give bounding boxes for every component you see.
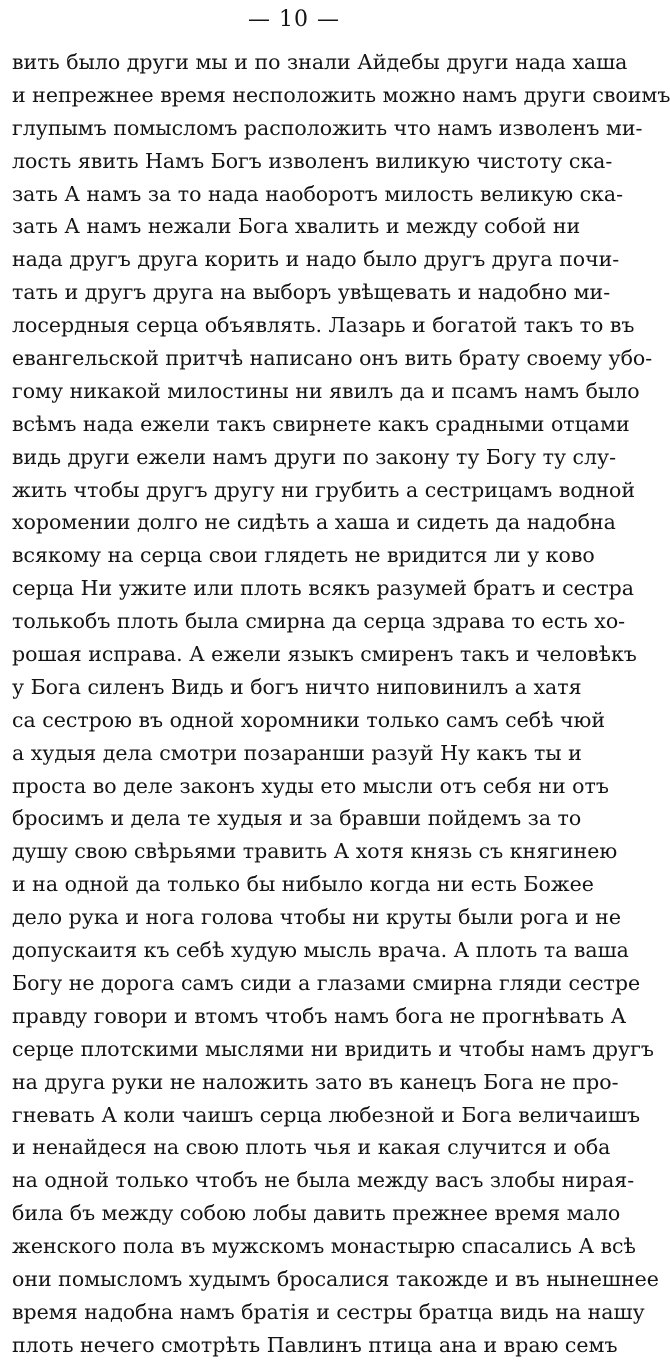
- text-line: глупымъ помысломъ расположить что намъ изволенъ ми-: [12, 115, 643, 140]
- text-line: и ненайдеся на свою плоть чья и какая случится и оба: [12, 1135, 611, 1160]
- text-line: вить было други мы и по знали Айдебы други нада хаша: [12, 50, 628, 74]
- text-line: и непрежнее время несположить можно намъ други своимъ: [12, 82, 670, 107]
- text-line: у Бога силенъ Видь и богъ ничто ниповинилъ а хатя: [12, 674, 582, 699]
- text-line: зать А намъ нежали Бога хвалить и между собой ни: [12, 214, 581, 239]
- text-line: время надобна намъ братія и сестры братца видь на нашу: [12, 1299, 645, 1324]
- text-line: дело рука и нога голова чтобы ни круты были рога и не: [12, 905, 621, 930]
- text-line: зать А намъ за то нада наоборотъ милость великую ска-: [12, 181, 624, 206]
- text-line: бросимъ и дела те худыя и за бравши пойдемъ за то: [12, 806, 582, 831]
- text-line: хоромении долго не сидѣть а хаша и сидеть да надобна: [12, 510, 616, 535]
- text-line: лость явить Намъ Богъ изволенъ виликую чистоту ска-: [12, 148, 613, 173]
- text-line: гневать А коли чаишъ серца любезной и Бога величаишъ: [12, 1102, 641, 1127]
- text-line: правду говори и втомъ чтобъ намъ бога не прогнѣвать А: [12, 1003, 627, 1028]
- text-line: са сестрою въ одной хоромники только самъ себѣ чюй: [12, 707, 606, 732]
- text-line: гому никакой милостины ни явилъ да и псамъ намъ было: [12, 378, 640, 403]
- text-line: серца Ни ужите или плоть всякъ разумей братъ и сестра: [12, 576, 634, 601]
- text-line: била бъ между собою лобы давить прежнее время мало: [12, 1201, 621, 1226]
- text-line: тать и другъ друга на выборъ увѣщевать и надобно ми-: [12, 280, 611, 305]
- text-line: допускаитя къ себѣ худую мысль врача. А плоть та ваша: [12, 938, 629, 963]
- body-text: [12, 46, 670, 1362]
- page-number: — 10 —: [248, 7, 340, 32]
- text-line: и на одной да только бы нибыло когда ни есть Божее: [12, 872, 594, 897]
- text-line: жить чтобы другъ другу ни грубить а сестрицамъ водной: [12, 477, 636, 502]
- text-line: проста во деле законъ худы ето мысли отъ себя ни отъ: [12, 773, 609, 798]
- text-line: толькобъ плоть была смирна да серца здрава то есть хо-: [12, 609, 626, 634]
- text-line: видь други ежели намъ други по закону ту Богу ту слу-: [12, 444, 617, 469]
- text-line: нада другъ друга корить и надо было другъ друга почи-: [12, 247, 620, 272]
- text-line: душу свою свѣрьями травить А хотя князь съ княгинею: [12, 839, 618, 864]
- text-line: серце плотскими мыслями ни вридить и чтобы намъ другъ: [12, 1036, 654, 1061]
- text-line: лосердныя серца объявлять. Лазарь и богатой такъ то въ: [12, 313, 635, 338]
- text-line: на одной только чтобъ не была между васъ злобы нирая-: [12, 1168, 635, 1193]
- text-line: евангельской притчѣ написано онъ вить брату своему убо-: [12, 346, 653, 371]
- text-line: а худыя дела смотри позаранши разуй Ну какъ ты и: [12, 740, 582, 765]
- text-line: женского пола въ мужскомъ монастырю спасались А всѣ: [12, 1234, 636, 1259]
- text-line: рошая исправа. А ежели языкъ смиренъ такъ и человѣкъ: [12, 642, 637, 667]
- text-line: они помысломъ худымъ бросалися такожде и въ нынешнее: [12, 1266, 659, 1291]
- text-line: Богу не дорога самъ сиди а глазами смирна гляди сестре: [12, 970, 641, 995]
- text-line: на друга руки не наложить зато въ канецъ Бога не про-: [12, 1069, 619, 1094]
- text-line: всѣмъ нада ежели такъ свирнете какъ срадными отцами: [12, 411, 630, 436]
- text-line: плоть нечего смотрѣть Павлинъ птица ана и враю семъ: [12, 1332, 618, 1357]
- text-line: всякому на серца свои глядеть не вридится ли у ково: [12, 543, 595, 568]
